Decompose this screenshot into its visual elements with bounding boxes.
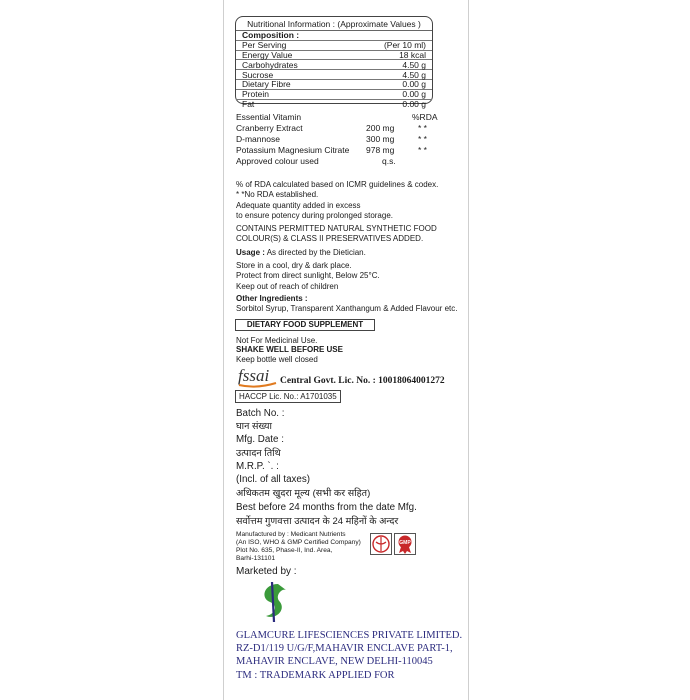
ingredient-rda: * *	[418, 123, 427, 133]
nutrition-row-label: Dietary Fibre	[242, 79, 291, 90]
nutrition-title: Nutritional Information : (Approximate Values )	[236, 19, 432, 31]
nutrition-row-label: Sucrose	[242, 69, 274, 80]
nutrition-row-label: Carbohydrates	[242, 59, 298, 70]
other-ingredients-label: Other Ingredients :	[236, 294, 308, 303]
nutrition-row-label: Composition :	[242, 30, 300, 41]
shake-well-note: SHAKE WELL BEFORE USE	[236, 345, 343, 354]
storage-note: Protect from direct sunlight, Below 25°C.	[236, 271, 380, 280]
ingredient-qty: 200 mg	[366, 123, 395, 133]
nutrition-row-label: Protein	[242, 89, 269, 100]
ingredient-name: Approved colour used	[236, 156, 319, 166]
incl-taxes: (Incl. of all taxes)	[236, 474, 311, 485]
nutrition-row	[236, 60, 432, 70]
ingredient-rda: * *	[418, 134, 427, 144]
ingredient-qty: 978 mg	[366, 145, 395, 155]
best-before: Best before 24 months from the date Mfg.	[236, 502, 417, 513]
ingredients-header-right: %RDA	[412, 112, 438, 122]
company-name: GLAMCURE LIFESCIENCES PRIVATE LIMITED.	[236, 630, 463, 641]
fssai-logo-icon	[236, 364, 280, 390]
usage-label: Usage :	[236, 248, 265, 257]
fssai-logo-text: fssai	[238, 366, 270, 385]
not-medicinal-note: Not For Medicinal Use.	[236, 336, 318, 345]
glamcure-logo-icon	[254, 580, 292, 624]
nutrition-row-value: 0.00 g	[402, 79, 426, 90]
usage-line	[236, 248, 366, 258]
trademark-note: TM : TRADEMARK APPLIED FOR	[236, 670, 395, 681]
ingredient-name: Potassium Magnesium Citrate	[236, 145, 350, 155]
batch-no-hindi: घान संख्या	[236, 421, 272, 432]
best-before-hindi: सर्वोत्तम गुणवत्ता उत्पादन के 24 महिनों के अन्दर	[236, 516, 399, 527]
contains-note: CONTAINS PERMITTED NATURAL SYNTHETIC FOOD	[236, 224, 437, 233]
gmp-badge-icon	[394, 533, 416, 555]
nutrition-row-value: 0.00 g	[402, 98, 426, 109]
usage-text: As directed by the Dietician.	[264, 248, 366, 257]
mfg-date: Mfg. Date :	[236, 434, 284, 445]
ingredient-qty: q.s.	[382, 156, 396, 166]
nutrition-row-value: 18 kcal	[399, 49, 426, 60]
contains-note: COLOUR(S) & CLASS II PRESERVATIVES ADDED.	[236, 234, 424, 243]
rda-note: * *No RDA established.	[236, 190, 319, 199]
fssai-license: Central Govt. Lic. No. : 10018064001272	[280, 376, 445, 386]
who-logo-icon	[370, 533, 392, 555]
ingredient-name: D-mannose	[236, 134, 280, 144]
mrp-hindi: अधिकतम खुदरा मूल्य (सभी कर सहित)	[236, 488, 371, 499]
manufacturer-line: Plot No. 635, Phase-II, Ind. Area,	[236, 547, 333, 554]
mfg-date-hindi: उत्पादन तिथि	[236, 448, 281, 459]
rda-note: to ensure potency during prolonged storage.	[236, 211, 393, 220]
nutrition-row-value: (Per 10 ml)	[383, 40, 426, 51]
manufacturer-line: Barhi-131101	[236, 555, 276, 562]
ingredients-header-left: Essential Vitamin	[236, 112, 302, 122]
nutrition-row-label: Energy Value	[242, 49, 293, 60]
nutrition-row-value: 4.50 g	[402, 59, 426, 70]
nutrition-row-label: Fat	[242, 98, 255, 109]
manufacturer-line: Manufactured by : Medicant Nutrients	[236, 531, 346, 538]
nutrition-row	[236, 51, 432, 61]
nutrition-row-label: Per Serving	[242, 40, 287, 51]
marketed-by-label: Marketed by :	[236, 566, 297, 577]
nutrition-row	[236, 100, 432, 109]
keep-closed-note: Keep bottle well closed	[236, 355, 318, 364]
ingredient-qty: 300 mg	[366, 134, 395, 144]
ingredient-rda: * *	[418, 145, 427, 155]
ingredient-name: Cranberry Extract	[236, 123, 303, 133]
manufacturer-line: (An ISO, WHO & GMP Certified Company)	[236, 539, 361, 546]
nutrition-row-value: 4.50 g	[402, 69, 426, 80]
company-address: RZ-D1/119 U/G/F,MAHAVIR ENCLAVE PART-1,	[236, 643, 453, 654]
haccp-license: HACCP Lic. No.: A1701035	[235, 390, 341, 403]
nutrition-table	[235, 16, 433, 109]
nutrition-row-value: 0.00 g	[402, 89, 426, 100]
mrp: M.R.P. `. :	[236, 461, 279, 472]
company-address: MAHAVIR ENCLAVE, NEW DELHI-110045	[236, 656, 433, 667]
storage-note: Keep out of reach of children	[236, 282, 339, 291]
other-ingredients-text: Sorbitol Syrup, Transparent Xanthangum & Added Flavour etc.	[236, 304, 458, 313]
product-label-panel	[223, 0, 469, 700]
dietary-supplement-box: DIETARY FOOD SUPPLEMENT	[235, 319, 375, 331]
gmp-badge-text: GMP	[399, 540, 411, 546]
rda-note: Adequate quantity added in excess	[236, 201, 361, 210]
batch-no: Batch No. :	[236, 408, 285, 419]
storage-note: Store in a cool, dry & dark place.	[236, 261, 352, 270]
rda-note: % of RDA calculated based on ICMR guidelines & codex.	[236, 180, 439, 189]
